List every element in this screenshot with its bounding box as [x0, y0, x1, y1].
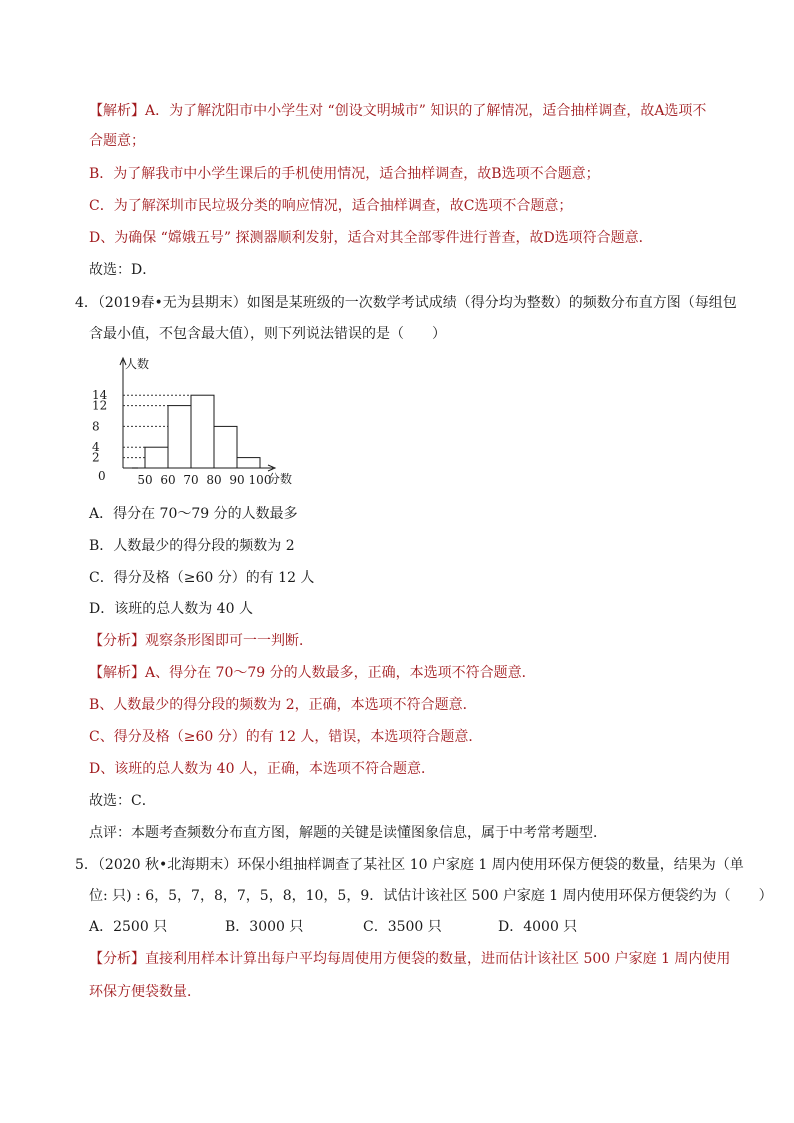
q3-answer: 故选：D． [89, 262, 157, 278]
fenxi-tag: 【分析】 [89, 633, 145, 649]
y-tick-label: 4 [92, 440, 100, 455]
q4-stem-line-2: 含最小值，不包含最大值），则下列说法错误的是（ ） [89, 326, 446, 342]
q5-stem-line-1: 5．（2020 秋•北海期末）环保小组抽样调查了某社区 10 户家庭 1 周内使用环保方便袋的数量，结果为（单 [75, 857, 744, 873]
q5-fenxi-text: 直接利用样本计算出每户平均每周使用方便袋的数量，进而估计该社区 500 户家庭 1 周内使用 [145, 951, 731, 967]
x-tick-label: 100 [248, 473, 272, 487]
histogram-chart [90, 355, 300, 490]
q5-option-c: C．3500 只 [363, 919, 442, 935]
histogram-bar [145, 447, 168, 468]
q4-option-d: D．该班的总人数为 40 人 [89, 601, 253, 617]
x-tick-label: 80 [206, 473, 222, 487]
q4-option-c: C．得分及格（≥60 分）的有 12 人 [89, 570, 315, 586]
histogram-bar [214, 426, 237, 468]
q4-stem-line-1: 4．（2019春•无为县期末）如图是某班级的一次数学考试成绩（得分均为整数）的频数分布直方图（每组包 [75, 295, 737, 311]
q3-analysis-text: A．为了解沈阳市中小学生对 “创设文明城市” 知识的了解情况，适合抽样调查，故A选项不 [145, 103, 707, 119]
fenxi-tag: 【分析】 [89, 951, 145, 967]
q4-answer: 故选：C． [89, 793, 156, 809]
q4-jiexi-a-text: A、得分在 70～79 分的人数最多，正确，本选项不符合题意． [145, 665, 536, 681]
x-tick-label: 60 [160, 473, 176, 487]
q5-options [89, 917, 577, 937]
y-tick-label: 14 [92, 388, 108, 403]
y-tick-label: 2 [92, 450, 100, 465]
q3-analysis-line-5: D、为确保 “嫦娥五号” 探测器顺利发射，适合对其全部零件进行普查，故D选项符合题意． [89, 230, 653, 246]
x-axis-label: 分数 [268, 472, 293, 486]
histogram-bar [191, 395, 214, 468]
q5-fenxi-line-2: 环保方便袋数量． [89, 984, 201, 1000]
histogram-bar [168, 406, 191, 468]
q4-jiexi-line-d: D、该班的总人数为 40 人，正确，本选项不符合题意． [89, 761, 435, 777]
q3-analysis-line-4: C．为了解深圳市民垃圾分类的响应情况，适合抽样调查，故C选项不合题意； [89, 198, 573, 214]
y-tick-label: 12 [92, 398, 108, 413]
q3-analysis-line-1 [89, 101, 706, 121]
x-tick-label: 90 [229, 473, 245, 487]
q4-option-a: A．得分在 70～79 分的人数最多 [89, 506, 298, 522]
q4-comment: 点评：本题考查频数分布直方图，解题的关键是读懂图象信息，属于中考常考题型． [89, 825, 607, 841]
histogram-bar [237, 458, 260, 468]
q4-fenxi [89, 631, 313, 651]
q5-fenxi-line-1 [89, 949, 730, 969]
q5-option-a: A．2500 只 [89, 919, 168, 935]
q3-analysis-line-3: B．为了解我市中小学生课后的手机使用情况，适合抽样调查，故B选项不合题意； [89, 166, 600, 182]
q5-option-b: B．3000 只 [225, 919, 304, 935]
x-tick-label: 70 [183, 473, 199, 487]
q4-option-b: B．人数最少的得分段的频数为 2 [89, 538, 295, 554]
y-tick-label: 8 [92, 419, 100, 434]
jiexi-tag: 【解析】 [89, 665, 145, 681]
q5-stem-line-2: 位: 只) : 6，5，7，8，7，5，8，10，5，9．试估计该社区 500 户家庭 1 周内使用环保方便袋约为（ ） [89, 888, 773, 904]
q4-jiexi-line-a [89, 663, 536, 683]
q4-jiexi-line-b: B、人数最少的得分段的频数为 2，正确，本选项不符合题意． [89, 697, 477, 713]
q4-jiexi-line-c: C、得分及格（≥60 分）的有 12 人，错误，本选项符合题意． [89, 729, 483, 745]
q4-fenxi-text: 观察条形图即可一一判断． [145, 633, 313, 649]
q3-analysis-line-2: 合题意； [89, 133, 145, 149]
jiexi-tag: 【解析】 [89, 103, 145, 119]
x-tick-label: 50 [137, 473, 153, 487]
y-axis-label: 人数 [125, 357, 150, 371]
q5-option-d: D．4000 只 [498, 919, 578, 935]
y-tick-label: 0 [98, 469, 106, 483]
